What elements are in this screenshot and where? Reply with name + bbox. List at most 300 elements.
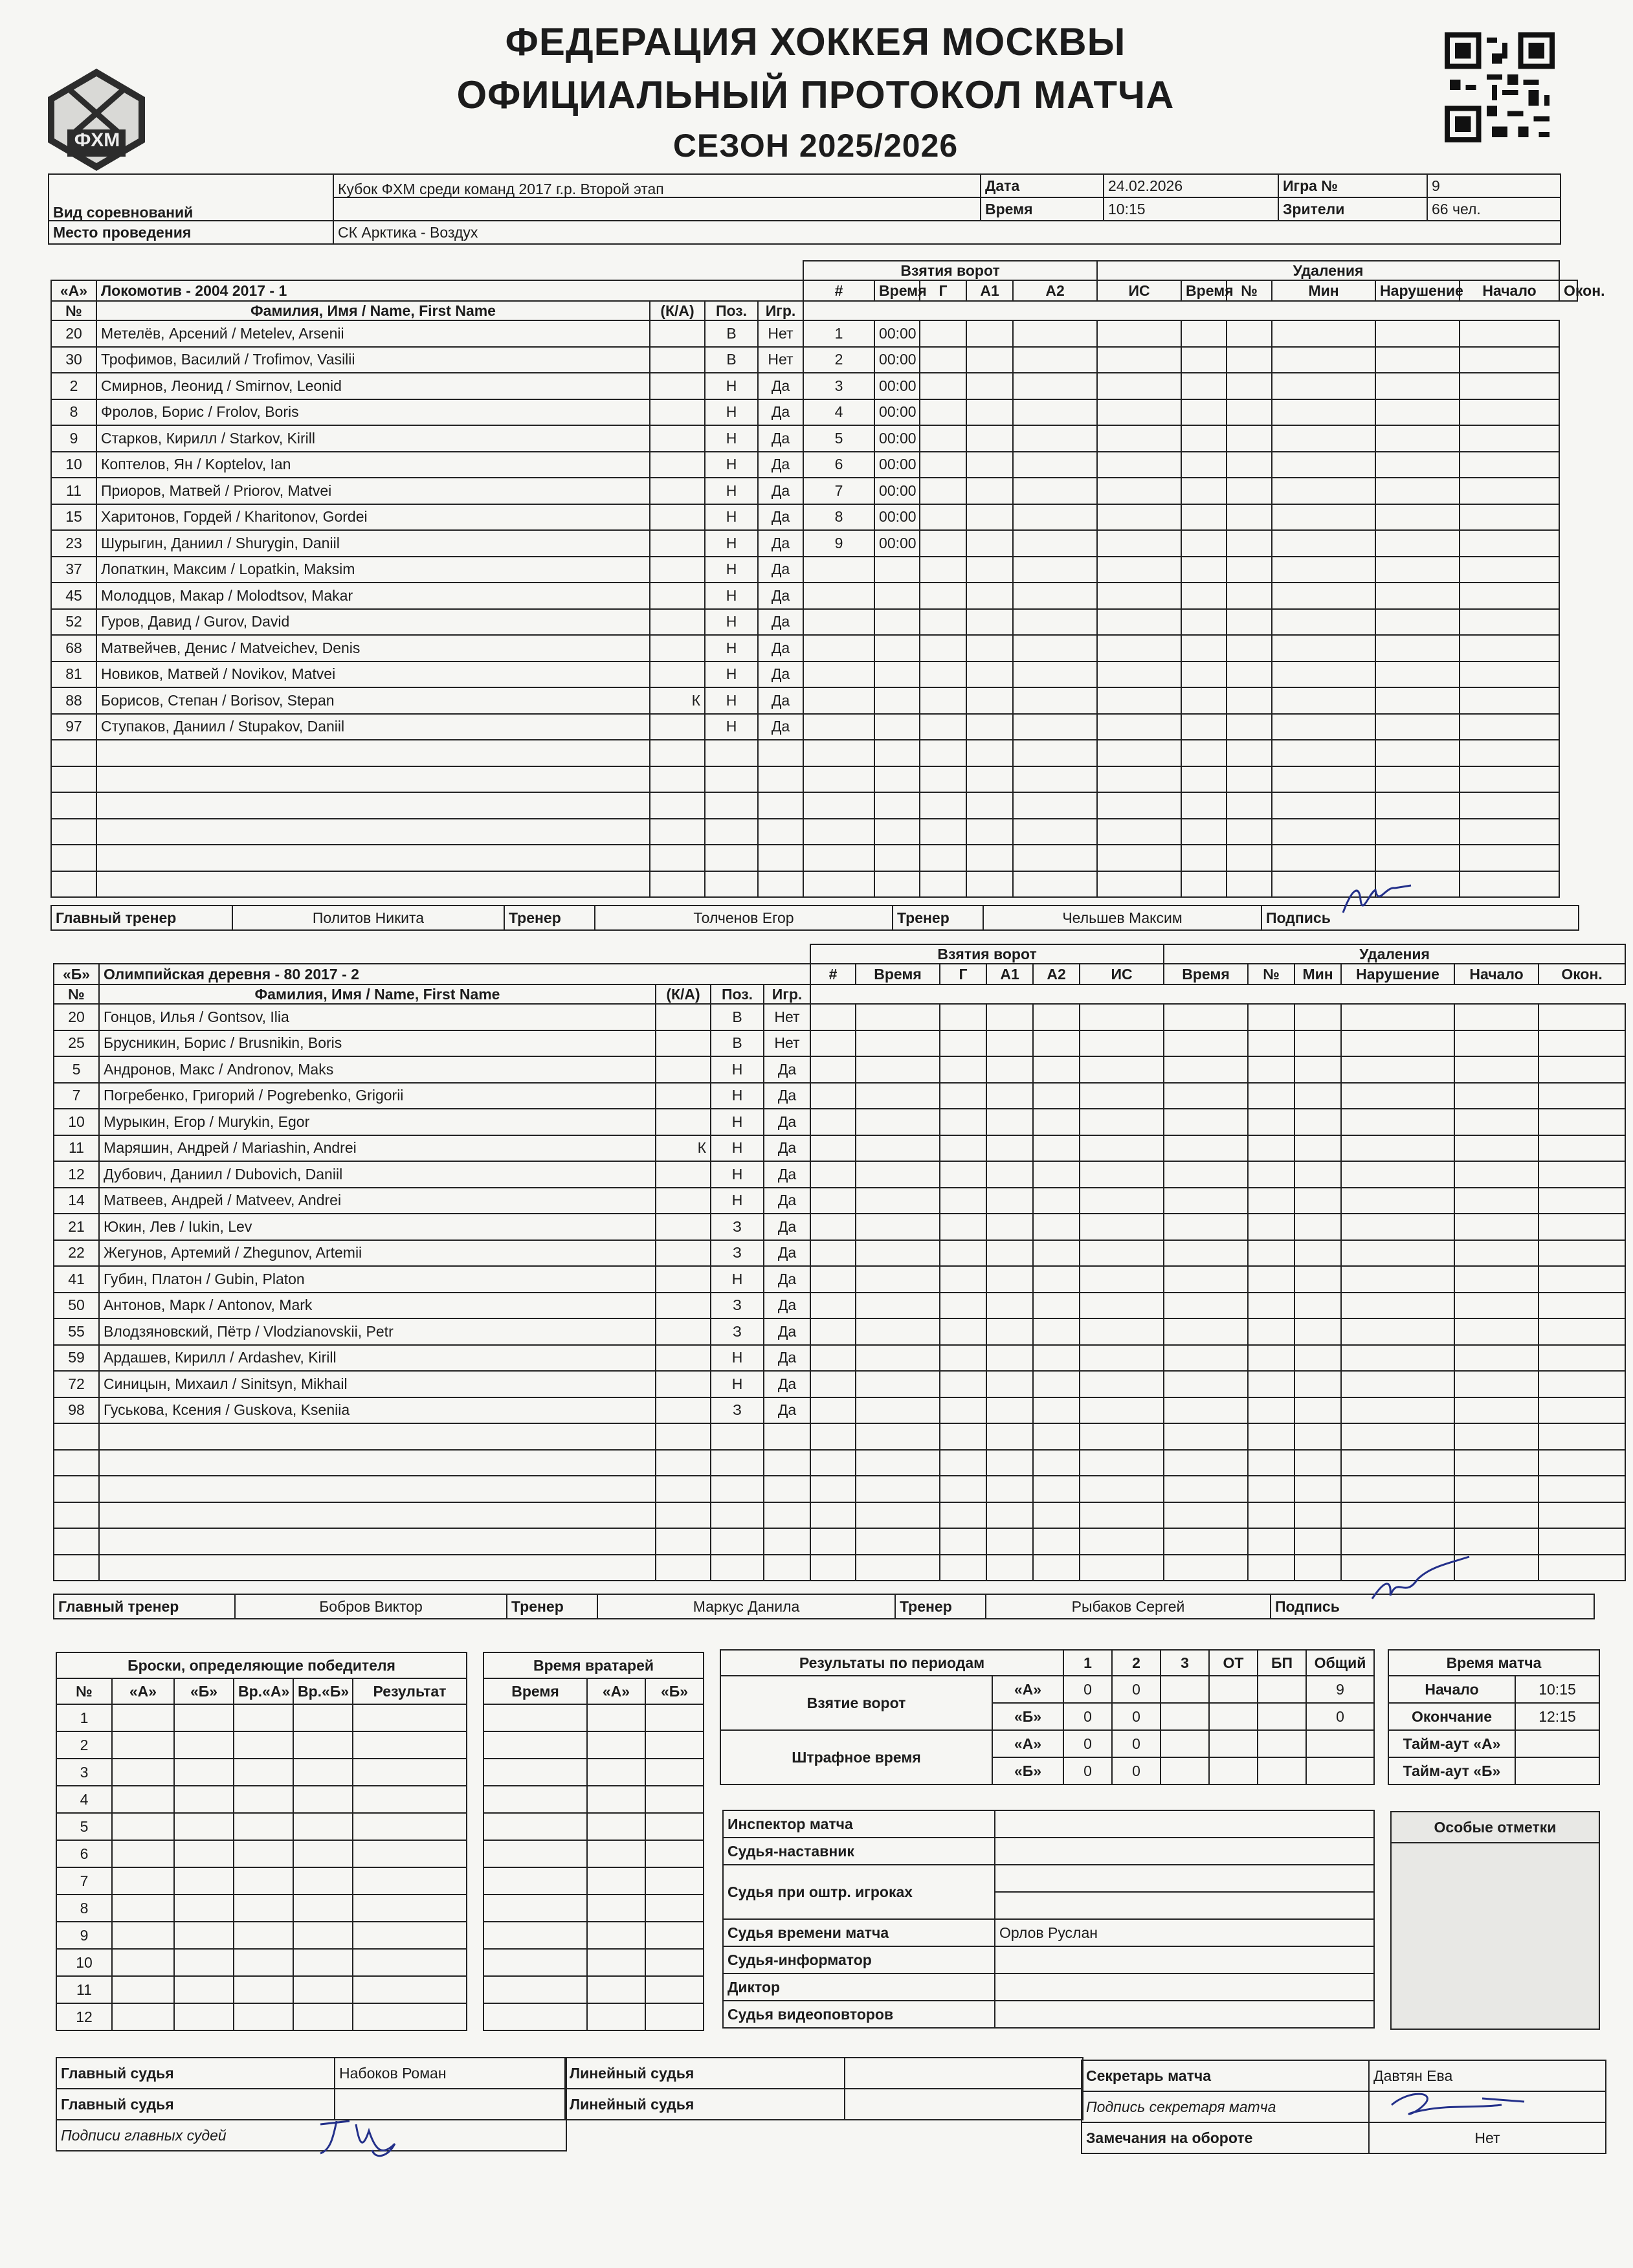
goalie-col-header: «А» <box>602 1682 630 1700</box>
player-name: Маряшин, Андрей / Mariashin, Andrei <box>104 1139 357 1157</box>
title-federation: ФЕДЕРАЦИЯ ХОККЕЯ МОСКВЫ <box>505 20 1126 63</box>
goalie-row <box>483 1976 704 2003</box>
player-position: З <box>733 1401 742 1419</box>
shootout-row-number: 5 <box>80 1818 89 1835</box>
goalie-time-table <box>483 1652 704 2031</box>
player-position: Н <box>726 403 737 421</box>
team-b-coach1: Маркус Данила <box>693 1597 800 1615</box>
shootout-row-number: 9 <box>80 1926 89 1944</box>
inspector-label: Инспектор матча <box>728 1815 853 1832</box>
shootout-col-header: № <box>76 1682 93 1700</box>
b-pen-start-header: Начало <box>1469 965 1524 983</box>
roster-row <box>54 1135 1625 1162</box>
period-value: 0 <box>1132 1762 1140 1779</box>
roster-row <box>54 1293 1625 1319</box>
player-number: 25 <box>68 1034 85 1052</box>
player-position: Н <box>731 1139 743 1157</box>
match-start-value: 10:15 <box>1539 1680 1576 1698</box>
team-a-head-coach: Политов Никита <box>312 909 425 926</box>
player-name: Фролов, Борис / Frolov, Boris <box>101 403 299 421</box>
roster-row <box>51 662 1577 688</box>
period-col-header: ОТ <box>1223 1654 1244 1671</box>
player-played: Да <box>777 1401 797 1419</box>
player-name: Дубович, Даниил / Dubovich, Daniil <box>104 1165 343 1183</box>
player-name: Шурыгин, Даниил / Shurygin, Daniil <box>101 534 340 551</box>
match-end-label: Окончание <box>1411 1707 1492 1725</box>
penalty-box-judge-label: Судья при оштр. игроках <box>728 1883 913 1900</box>
player-played: Да <box>771 429 790 447</box>
player-position: З <box>733 1217 742 1235</box>
b-pen-time-header: Время <box>1182 965 1230 983</box>
player-number: 21 <box>68 1217 85 1235</box>
date-value: 24.02.2026 <box>1108 177 1183 194</box>
game-label: Игра № <box>1283 177 1338 194</box>
roster-row <box>54 1266 1625 1293</box>
team-b-tag: «Б» <box>62 965 91 983</box>
officials-table <box>722 1810 1375 2029</box>
player-played: Да <box>771 482 790 499</box>
roster-row <box>51 819 1577 845</box>
player-played: Да <box>771 665 790 683</box>
time-value: 10:15 <box>1108 200 1146 217</box>
player-number: 20 <box>68 1008 85 1025</box>
player-name: Коптелов, Ян / Koptelov, Ian <box>101 456 291 473</box>
shootout-col-header: «А» <box>129 1682 157 1700</box>
b-played-header: Игр. <box>772 985 803 1003</box>
main-referee1-name: Набоков Роман <box>339 2064 447 2082</box>
roster-row <box>54 1161 1625 1188</box>
player-name: Брусникин, Борис / Brusnikin, Boris <box>104 1034 342 1052</box>
competition-label: Вид соревнований <box>53 204 194 221</box>
game-value: 9 <box>1432 177 1440 194</box>
venue-value: СК Арктика - Воздух <box>338 223 478 241</box>
player-position: Н <box>731 1270 743 1287</box>
roster-row <box>51 425 1577 452</box>
team-a-coaches <box>50 905 1579 931</box>
goal-time: 00:00 <box>879 377 916 394</box>
roster-row <box>51 478 1577 504</box>
player-name: Матвеев, Андрей / Matveev, Andrei <box>104 1192 342 1209</box>
player-name: Жегунов, Артемий / Zhegunov, Artemii <box>104 1244 362 1262</box>
roster-row <box>51 320 1577 347</box>
player-position: Н <box>726 534 737 551</box>
secretary-label: Секретарь матча <box>1086 2067 1211 2084</box>
match-time-table <box>1388 1649 1600 1785</box>
player-name: Приоров, Матвей / Priorov, Matvei <box>101 482 332 499</box>
player-name: Гонцов, Илья / Gontsov, Ilia <box>104 1008 289 1025</box>
player-position: Н <box>731 1165 743 1183</box>
period-col-header: 2 <box>1132 1654 1140 1671</box>
period-value: 9 <box>1336 1680 1344 1698</box>
player-number: 59 <box>68 1349 85 1366</box>
team-b-signature-label: Подпись <box>1275 1597 1340 1615</box>
roster-row <box>51 740 1577 766</box>
team-a-table <box>50 260 1605 898</box>
b-goal-scorer-header: Г <box>959 965 968 983</box>
player-name: Новиков, Матвей / Novikov, Matvei <box>101 665 336 683</box>
player-name: Старков, Кирилл / Starkov, Kirill <box>101 429 315 447</box>
period-goals-team-b: «Б» <box>1014 1707 1042 1725</box>
period-col-header: 3 <box>1181 1654 1189 1671</box>
player-played: Да <box>771 508 790 526</box>
period-goals-label: Взятие ворот <box>806 1694 906 1711</box>
player-number: 88 <box>65 691 82 709</box>
player-played: Да <box>771 534 790 551</box>
player-name: Мурыкин, Егор / Murykin, Egor <box>104 1113 310 1130</box>
goalie-row <box>483 2003 704 2030</box>
period-pim-team-b: «Б» <box>1014 1762 1042 1779</box>
player-number: 12 <box>68 1165 85 1183</box>
pen-time-header: Время <box>1186 282 1234 299</box>
roster-row <box>51 609 1577 636</box>
player-played: Да <box>771 613 790 630</box>
roster-row <box>51 766 1577 793</box>
period-col-header: 1 <box>1083 1654 1092 1671</box>
player-played: Да <box>777 1087 797 1104</box>
player-position: Н <box>731 1060 743 1078</box>
player-name: Метелёв, Арсений / Metelev, Arsenii <box>101 324 344 342</box>
match-info-table <box>48 173 1561 245</box>
player-played: Да <box>777 1322 797 1340</box>
played-header: Игр. <box>765 302 796 319</box>
b-goal-num-header: # <box>828 965 838 983</box>
roster-row <box>51 792 1577 819</box>
shootout-row <box>56 1949 467 1976</box>
shootout-row <box>56 1786 467 1813</box>
goalie-row <box>483 1895 704 1922</box>
goalie-row <box>483 1867 704 1895</box>
player-number: 9 <box>69 429 78 447</box>
roster-row <box>54 1214 1625 1240</box>
goal-time-header: Время <box>879 282 927 299</box>
qr-code-icon <box>1445 32 1555 142</box>
shootout-row-number: 7 <box>80 1872 89 1889</box>
goalie-row <box>483 1922 704 1949</box>
pos-header: Поз. <box>715 302 748 319</box>
roster-row <box>51 845 1577 871</box>
team-a-tag: «А» <box>60 282 88 299</box>
b-goal-is-header: ИС <box>1111 965 1133 983</box>
player-played: Да <box>777 1113 797 1130</box>
goalie-row <box>483 1949 704 1976</box>
shootout-row <box>56 1759 467 1786</box>
player-name: Борисов, Степан / Borisov, Stepan <box>101 691 335 709</box>
pen-start-header: Начало <box>1482 282 1537 299</box>
b-pen-num-header: № <box>1263 965 1280 983</box>
period-value: 0 <box>1132 1680 1140 1698</box>
player-number: 41 <box>68 1270 85 1287</box>
team-a-goals-title: Взятия ворот <box>900 261 1000 279</box>
shootout-row <box>56 1976 467 2003</box>
goal-number: 7 <box>834 482 843 499</box>
player-position: В <box>732 1034 742 1052</box>
player-played: Да <box>777 1270 797 1287</box>
player-position: В <box>726 324 737 342</box>
remarks-value: Нет <box>1474 2129 1500 2146</box>
roster-row <box>51 714 1577 740</box>
player-played: Да <box>771 456 790 473</box>
time-label: Время <box>985 200 1033 217</box>
player-name: Антонов, Марк / Antonov, Mark <box>104 1296 313 1314</box>
period-goals-team-a: «А» <box>1014 1680 1042 1698</box>
logo-text: ФХМ <box>74 129 120 151</box>
b-pen-violation-header: Нарушение <box>1356 965 1439 983</box>
period-value: 0 <box>1132 1735 1140 1752</box>
title-season: СЕЗОН 2025/2026 <box>672 128 959 164</box>
player-number: 5 <box>72 1060 81 1078</box>
shootout-title: Броски, определяющие победителя <box>128 1656 395 1674</box>
player-name: Трофимов, Василий / Trofimov, Vasilii <box>101 351 355 368</box>
goal-number: 6 <box>834 456 843 473</box>
player-name: Харитонов, Гордей / Kharitonov, Gordei <box>101 508 368 526</box>
shootout-row <box>56 1704 467 1731</box>
goal-time: 00:00 <box>879 482 916 499</box>
b-goal-a2-header: А2 <box>1047 965 1066 983</box>
team-b-goals-title: Взятия ворот <box>937 945 1037 962</box>
team-b-coach2-label: Тренер <box>900 1597 952 1615</box>
b-goal-a1-header: А1 <box>1000 965 1019 983</box>
player-position: Н <box>726 639 737 656</box>
roster-row <box>51 452 1577 478</box>
informer-label: Судья-информатор <box>728 1951 872 1968</box>
period-results-title: Результаты по периодам <box>799 1654 985 1671</box>
special-notes-title: Особые отметки <box>1434 1818 1557 1836</box>
player-played: Да <box>771 691 790 709</box>
title-protocol: ОФИЦИАЛЬНЫЙ ПРОТОКОЛ МАТЧА <box>456 73 1175 117</box>
player-played: Да <box>777 1192 797 1209</box>
player-position: Н <box>726 613 737 630</box>
timeout-b-label: Тайм-аут «Б» <box>1403 1762 1501 1779</box>
player-played: Нет <box>768 351 794 368</box>
roster-row <box>54 1528 1625 1555</box>
roster-row <box>51 871 1577 898</box>
roster-row <box>54 1476 1625 1502</box>
player-number: 2 <box>69 377 78 394</box>
goal-num-header: # <box>834 282 843 299</box>
player-played: Нет <box>768 324 794 342</box>
date-label: Дата <box>985 177 1020 194</box>
player-played: Да <box>777 1139 797 1157</box>
goal-scorer-header: Г <box>939 282 948 299</box>
team-b-table <box>53 944 1626 1581</box>
b-num-header: № <box>68 985 85 1003</box>
player-number: 98 <box>68 1401 85 1419</box>
player-name: Лопаткин, Максим / Lopatkin, Maksim <box>101 561 355 578</box>
shootout-row-number: 2 <box>80 1736 89 1753</box>
period-pim-team-a: «А» <box>1014 1735 1042 1752</box>
goalie-row <box>483 1731 704 1759</box>
line-referee2-label: Линейный судья <box>570 2095 694 2113</box>
team-b-penalties-title: Удаления <box>1359 945 1430 962</box>
player-number: 37 <box>65 561 82 578</box>
roster-row <box>54 1030 1625 1057</box>
goalie-row <box>483 1840 704 1867</box>
player-number: 15 <box>65 508 82 526</box>
goal-number: 4 <box>834 403 843 421</box>
timekeeper-label: Судья времени матча <box>728 1924 889 1941</box>
shootout-row-number: 4 <box>80 1790 89 1808</box>
period-col-header: Общий <box>1314 1654 1366 1671</box>
ka-header: (К/А) <box>660 302 694 319</box>
goal-number: 1 <box>834 324 843 342</box>
shootout-row-number: 12 <box>76 2008 93 2025</box>
player-number: 30 <box>65 351 82 368</box>
player-position: Н <box>726 429 737 447</box>
player-number: 11 <box>66 482 82 499</box>
shootout-row <box>56 1922 467 1949</box>
roster-row <box>51 557 1577 583</box>
main-referees-table <box>56 2057 567 2151</box>
goal-time: 00:00 <box>879 456 916 473</box>
pen-min-header: Мин <box>1308 282 1339 299</box>
player-position: З <box>733 1244 742 1262</box>
shootout-row-number: 10 <box>76 1953 93 1971</box>
player-position: Н <box>726 561 737 578</box>
b-goal-time-header: Время <box>874 965 922 983</box>
competition-value: Кубок ФХМ среди команд 2017 г.р. Второй этап <box>338 181 664 197</box>
period-value: 0 <box>1083 1762 1092 1779</box>
secretary-table <box>1081 2060 1606 2154</box>
b-pen-end-header: Окон. <box>1561 965 1603 983</box>
player-position: Н <box>731 1113 743 1130</box>
pen-violation-header: Нарушение <box>1380 282 1463 299</box>
player-captain: К <box>691 691 700 709</box>
player-position: В <box>732 1008 742 1025</box>
team-b-name: Олимпийская деревня - 80 2017 - 2 <box>104 965 359 983</box>
name-header: Фамилия, Имя / Name, First Name <box>250 302 496 319</box>
player-name: Юкин, Лев / Iukin, Lev <box>104 1217 252 1235</box>
goal-a1-header: А1 <box>980 282 999 299</box>
player-played: Да <box>771 639 790 656</box>
player-position: Н <box>731 1349 743 1366</box>
roster-row <box>54 1450 1625 1476</box>
goal-a2-header: А2 <box>1045 282 1065 299</box>
roster-row <box>54 1083 1625 1109</box>
player-number: 97 <box>65 718 82 735</box>
main-referee2-label: Главный судья <box>61 2095 174 2113</box>
period-value: 0 <box>1132 1707 1140 1725</box>
player-position: Н <box>726 718 737 735</box>
shootout-row-number: 3 <box>80 1763 89 1781</box>
player-number: 52 <box>65 613 82 630</box>
player-played: Да <box>777 1349 797 1366</box>
player-number: 50 <box>68 1296 85 1314</box>
main-referee1-label: Главный судья <box>61 2064 174 2082</box>
b-ka-header: (К/А) <box>666 985 700 1003</box>
player-position: В <box>726 351 737 368</box>
period-value: 0 <box>1083 1680 1092 1698</box>
player-played: Да <box>771 718 790 735</box>
player-number: 20 <box>65 324 82 342</box>
shootout-row-number: 8 <box>80 1899 89 1917</box>
shootout-row <box>56 1840 467 1867</box>
player-number: 7 <box>72 1087 81 1104</box>
period-pim-label: Штрафное время <box>792 1748 921 1766</box>
player-played: Нет <box>774 1034 800 1052</box>
player-name: Гуров, Давид / Gurov, David <box>101 613 290 630</box>
special-notes-box <box>1390 1811 1600 2030</box>
goalie-time-title: Время вратарей <box>533 1656 654 1674</box>
line-referee1-label: Линейный судья <box>570 2064 694 2082</box>
roster-row <box>51 399 1577 426</box>
player-number: 72 <box>68 1375 85 1392</box>
player-played: Нет <box>774 1008 800 1025</box>
roster-row <box>51 687 1577 714</box>
shootout-row <box>56 1895 467 1922</box>
video-judge-label: Судья видеоповторов <box>728 2005 894 2023</box>
shootout-row-number: 1 <box>80 1709 89 1726</box>
shootout-col-header: Вр.«Б» <box>298 1682 350 1700</box>
roster-row <box>54 1397 1625 1424</box>
player-played: Да <box>777 1165 797 1183</box>
player-number: 11 <box>69 1139 84 1157</box>
goalie-row <box>483 1759 704 1786</box>
roster-row <box>54 1423 1625 1450</box>
player-number: 55 <box>68 1322 85 1340</box>
shootout-table <box>56 1652 467 2031</box>
player-played: Да <box>777 1217 797 1235</box>
roster-row <box>54 1345 1625 1372</box>
player-position: З <box>733 1296 742 1314</box>
fhm-logo-icon <box>41 65 151 175</box>
player-position: З <box>733 1322 742 1340</box>
remarks-label: Замечания на обороте <box>1086 2129 1253 2146</box>
player-played: Да <box>777 1060 797 1078</box>
roster-row <box>51 504 1577 531</box>
team-a-head-coach-label: Главный тренер <box>56 909 177 926</box>
goal-time: 00:00 <box>879 508 916 526</box>
player-number: 68 <box>65 639 82 656</box>
team-b-head-coach-label: Главный тренер <box>58 1597 179 1615</box>
period-value: 0 <box>1083 1735 1092 1752</box>
goalie-col-header: «Б» <box>660 1682 689 1700</box>
roster-row <box>54 1109 1625 1135</box>
mentor-label: Судья-наставник <box>728 1842 854 1860</box>
shootout-row <box>56 2003 467 2030</box>
player-position: Н <box>731 1087 743 1104</box>
spectators-label: Зрители <box>1283 200 1345 217</box>
roster-row <box>54 1004 1625 1030</box>
roster-row <box>51 635 1577 662</box>
secretary-name: Давтян Ева <box>1373 2067 1453 2084</box>
roster-row <box>54 1555 1625 1581</box>
player-name: Влодзяновский, Пётр / Vlodzianovskii, Petr <box>104 1322 394 1340</box>
roster-row <box>54 1318 1625 1345</box>
num-header: № <box>65 302 82 319</box>
venue-label: Место проведения <box>53 223 192 241</box>
shootout-col-header: Вр.«А» <box>238 1682 290 1700</box>
line-referees-table <box>564 2057 1083 2120</box>
timeout-a-label: Тайм-аут «А» <box>1403 1735 1501 1752</box>
team-a-coach1: Толченов Егор <box>693 909 794 926</box>
team-a-coach1-label: Тренер <box>509 909 561 926</box>
player-played: Да <box>771 403 790 421</box>
player-played: Да <box>777 1375 797 1392</box>
player-name: Смирнов, Леонид / Smirnov, Leonid <box>101 377 342 394</box>
player-name: Гуськова, Ксения / Guskova, Kseniia <box>104 1401 350 1419</box>
goal-time: 00:00 <box>879 534 916 551</box>
announcer-label: Диктор <box>728 1978 781 1996</box>
shootout-row-number: 11 <box>76 1981 92 1998</box>
player-number: 22 <box>68 1244 85 1262</box>
spectators-value: 66 чел. <box>1432 200 1481 217</box>
goalie-row <box>483 1786 704 1813</box>
player-played: Да <box>777 1244 797 1262</box>
goalie-col-header: Время <box>511 1682 559 1700</box>
goal-time: 00:00 <box>879 351 916 368</box>
period-value: 0 <box>1336 1707 1344 1725</box>
player-name: Губин, Платон / Gubin, Platon <box>104 1270 305 1287</box>
